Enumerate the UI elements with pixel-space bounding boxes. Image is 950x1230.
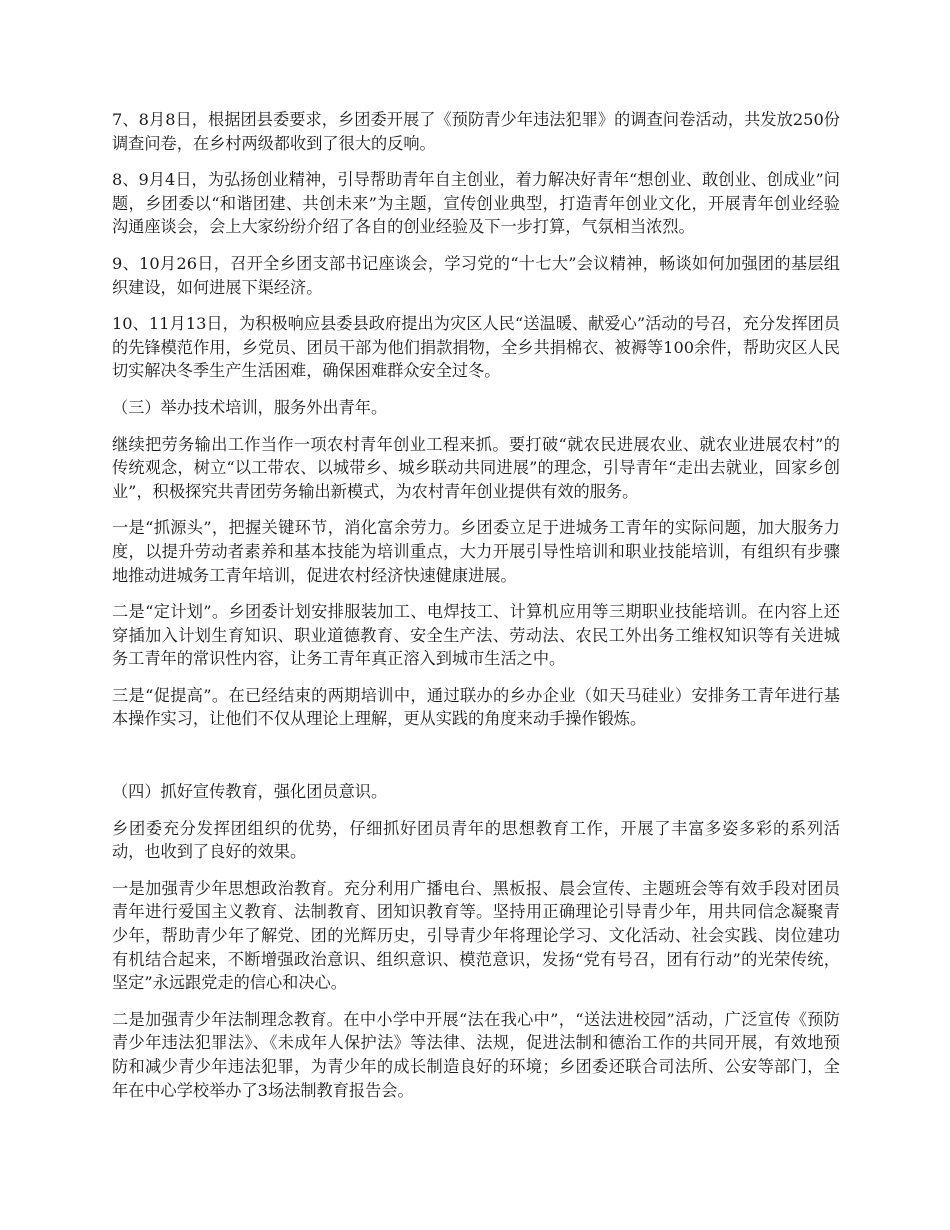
paragraph: 9、10月26日，召开全乡团支部书记座谈会，学习党的“十七大”会议精神，畅谈如何加强团的基层组织建设，如何进展下渠经济。 <box>112 253 840 297</box>
paragraph: 乡团委充分发挥团组织的优势，仔细抓好团员青年的思想教育工作，开展了丰富多姿多彩的系列活动，也收到了良好的效果。 <box>112 818 840 862</box>
paragraph: 一是加强青少年思想政治教育。充分利用广播电台、黑板报、晨会宣传、主题班会等有效手段对团员青年进行爱国主义教育、法制教育、团知识教育等。坚持用正确理论引导青少年，用共同信念凝聚青少年，帮助青少年了解党、团的光辉历史，引导青少年将理论学习、文化活动、社会实践、岗位建功有机结合起来，不断增强政治意识、组织意识、模范意识，发扬“党有号召，团有行动”的光荣传统，坚定”永远跟党走的信心和决心。 <box>112 878 840 993</box>
section-heading: （三）举办技术培训，服务外出青年。 <box>112 397 388 417</box>
paragraph: 二是加强青少年法制理念教育。在中小学中开展“法在我心中”，“送法进校园”活动，广泛宣传《预防青少年违法犯罪法》、《未成年人保护法》等法律、法规，促进法制和德治工作的共同开展，有效地预防和减少青少年违法犯罪，为青少年的成长制造良好的环境；乡团委还联合司法所、公安等部门，全年在中心学校举办了3场法制教育报告会。 <box>112 1009 840 1100</box>
paragraph: 8、9月4日，为弘扬创业精神，引导帮助青年自主创业，着力解决好青年“想创业、敢创业、创成业”问题，乡团委以“和谐团建、共创未来”为主题，宣传创业典型，打造青年创业文化，开展青年创业经验沟通座谈会，会上大家纷纷介绍了各自的创业经验及下一步打算，气氛相当浓烈。 <box>112 170 840 237</box>
document-body <box>112 108 840 1115</box>
section-heading: （四）抓好宣传教育，强化团员意识。 <box>112 782 388 802</box>
paragraph: 继续把劳务输出工作当作一项农村青年创业工程来抓。要打破“就农民进展农业、就农业进展农村”的传统观念，树立“以工带农、以城带乡、城乡联动共同进展”的理念，引导青年“走出去就业，回家乡创业”，积极探究共青团劳务输出新模式，为农村青年创业提供有效的服务。 <box>112 434 840 501</box>
spacer <box>112 744 840 780</box>
paragraph: 10、11月13日，为积极响应县委县政府提出为灾区人民“送温暖、献爱心”活动的号召，充分发挥团员的先锋模范作用，乡党员、团员干部为他们捐款捐物，全乡共捐棉衣、被褥等100余件，帮助灾区人民切实解决冬季生产生活困难，确保困难群众安全过冬。 <box>112 314 840 381</box>
paragraph: 一是“抓源头”，把握关键环节，消化富余劳力。乡团委立足于进城务工青年的实际问题，加大服务力度，以提升劳动者素养和基本技能为培训重点，大力开展引导性培训和职业技能培训，有组织有步骤地推动进城务工青年培训，促进农村经济快速健康进展。 <box>112 518 840 585</box>
paragraph: 二是“定计划”。乡团委计划安排服装加工、电焊技工、计算机应用等三期职业技能培训。在内容上还穿插加入计划生育知识、职业道德教育、安全生产法、劳动法、农民工外出务工维权知识等有关进城务工青年的常识性内容，让务工青年真正溶入到城市生活之中。 <box>112 602 840 669</box>
paragraph: 7、8月8日，根据团县委要求，乡团委开展了《预防青少年违法犯罪》的调查问卷活动，共发放250份调查问卷，在乡村两级都收到了很大的反响。 <box>112 110 840 153</box>
paragraph: 三是“促提高”。在已经结束的两期培训中，通过联办的乡办企业（如天马硅业）安排务工青年进行基本操作实习，让他们不仅从理论上理解，更从实践的角度来动手操作锻炼。 <box>112 685 840 729</box>
